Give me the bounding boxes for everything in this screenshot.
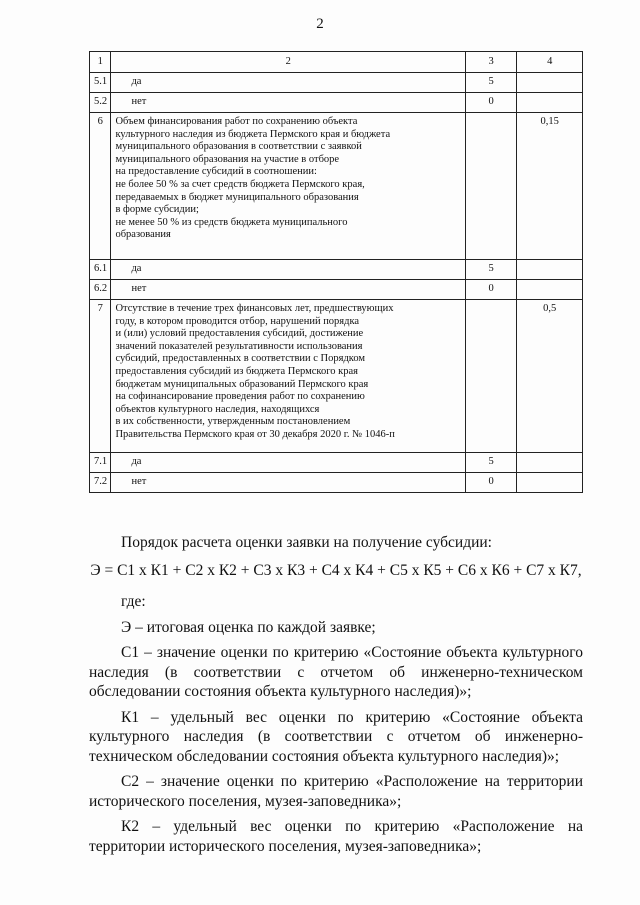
row-text: нет: [111, 280, 465, 300]
definition-paragraph: К2 – удельный вес оценки по критерию «Расположение на территории исторического поселения, музея-заповедника»;: [89, 818, 583, 855]
row-weight: [517, 280, 583, 300]
table-row: [90, 473, 583, 493]
row-number: 5.2: [90, 93, 111, 113]
row-weight: [517, 93, 583, 113]
header-cell: 3: [465, 52, 517, 73]
row-text: да: [111, 73, 465, 93]
row-text: да: [111, 260, 465, 280]
row-score: [465, 300, 517, 453]
where-label: где:: [121, 593, 146, 610]
row-number: 6: [90, 113, 111, 260]
calculation-section: [89, 533, 583, 856]
definition-paragraph: К1 – удельный вес оценки по критерию «Состояние объекта культурного наследия (в соответствии с отчетом об инженерно-техническом обследовании состояния объекта культурного наследия)»;: [89, 708, 583, 765]
row-text: нет: [111, 473, 465, 493]
score-formula: Э = С1 х К1 + С2 х К2 + С3 х К3 + С4 х К4 + С5 х К5 + С6 х К6 + С7 х К7,: [90, 561, 582, 579]
row-score: 5: [465, 73, 517, 93]
row-score: 5: [465, 260, 517, 280]
row-text: да: [111, 453, 465, 473]
row-number: 5.1: [90, 73, 111, 93]
row-number: 7.1: [90, 453, 111, 473]
definition-paragraph: С2 – значение оценки по критерию «Расположение на территории исторического поселения, музея-заповедника»;: [89, 773, 583, 810]
table-row: [90, 113, 583, 260]
definition-paragraph: С1 – значение оценки по критерию «Состояние объекта культурного наследия (в соответствии с отчетом об инженерно-техническом обследовании состояния объекта культурного наследия)»;: [89, 644, 583, 700]
table-row: [90, 300, 583, 453]
header-cell: 2: [111, 52, 465, 73]
row-weight: [517, 473, 583, 493]
table-row: [90, 73, 583, 93]
table-row: [90, 93, 583, 113]
row-text: нет: [111, 93, 465, 113]
header-cell: 1: [90, 52, 111, 73]
section-heading: Порядок расчета оценки заявки на получение субсидии:: [121, 534, 492, 551]
row-weight: [517, 73, 583, 93]
row-score: [465, 113, 517, 260]
row-text: Объем финансирования работ по сохранению объекта культурного наследия из бюджета Пермского края и бюджета муниципального образования в соответствии с заявкой муниципального образования на участие в отборе на предоставление субсидий в соотношении: не более 50 % за счет средств бюджета Пермского края, передаваемых в бюджет муниципального образования в форме субсидии; не менее 50 % из средств бюджета муниципального образования: [111, 113, 465, 260]
row-number: 7: [90, 300, 111, 453]
table-row: [90, 453, 583, 473]
row-score: 0: [465, 93, 517, 113]
row-score: 0: [465, 280, 517, 300]
criteria-table: [89, 51, 583, 493]
table-row: [90, 280, 583, 300]
table-row: [90, 260, 583, 280]
table-header-row: [90, 52, 583, 73]
row-weight: [517, 260, 583, 280]
row-weight: [517, 453, 583, 473]
header-cell: 4: [517, 52, 583, 73]
page-number: 2: [316, 16, 324, 32]
row-text: Отсутствие в течение трех финансовых лет, предшествующих году, в котором проводится отбор, нарушений порядка и (или) условий предоставления субсидий, достижение значений показателей результативности использования субсидий, предоставленных в соответствии с Порядком предоставления субсидий из бюджета Пермского края бюджетам муниципальных образований Пермского края на софинансирование проведения работ по сохранению объектов культурного наследия, находящихся в их собственности, утвержденным постановлением Правительства Пермского края от 30 декабря 2020 г. № 1046-п: [111, 300, 465, 453]
row-number: 6.2: [90, 280, 111, 300]
row-number: 6.1: [90, 260, 111, 280]
row-score: 0: [465, 473, 517, 493]
row-weight: 0,15: [517, 113, 583, 260]
definition-paragraph: Э – итоговая оценка по каждой заявке;: [121, 618, 376, 636]
row-score: 5: [465, 453, 517, 473]
row-weight: 0,5: [517, 300, 583, 453]
row-number: 7.2: [90, 473, 111, 493]
